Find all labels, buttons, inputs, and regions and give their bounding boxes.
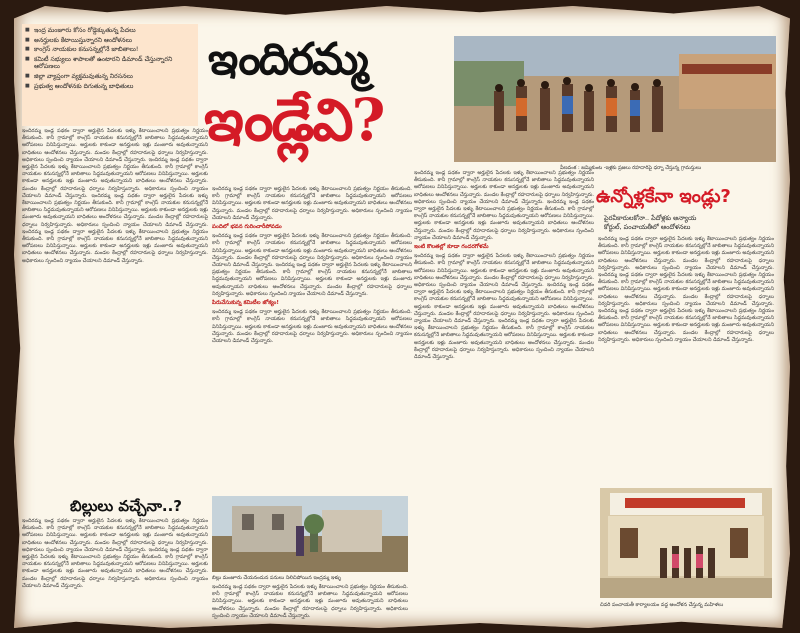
photo-caption: బిల్లు మంజూరు చేయనందున పనులు నిలిచిపోయిన ఇంద్రమ్మ ఇళ్ళు bbox=[212, 575, 342, 581]
photo-caption: చివరి పంచాయతీ కార్యాలయం వద్ద ఆందోళన చేస్తున్న మహిళలు bbox=[600, 602, 724, 608]
body-text: ఇందిరమ్మ ఇండ్ల పథకం ద్వారా అర్హులైన పేదలకు ఇళ్ళు కేటాయించాలని ప్రభుత్వం నిర్ణయం తీసుకుంది. కానీ గ్రామాల్లో కాంగ్రెస్ నాయకుల కనుసన్నల్లోనే జాబితాలు సిద్ధమవుతున్నాయని ఆరోపణలు వినిపిస్తున్నాయి. అర్హులకు కాకుండా అనర్హులకు ఇళ్లు మంజూరు అవుతున్నాయని బాధితులు ఆందోళనలు చేస్తున్నారు. మండల కేంద్రాల్లో రహదారులపై ధర్నాలు నిర్వహిస్తున్నారు. అధికారులు స్పందించి న్యాయం చేయాలని డిమాండ్ చేస్తున్నారు. bbox=[414, 198, 594, 241]
right-heading: ఉన్నోళ్లకేనా ఇండ్లు? bbox=[596, 186, 731, 207]
body-text: ఇందిరమ్మ ఇండ్ల పథకం ద్వారా అర్హులైన పేదలకు ఇళ్ళు కేటాయించాలని ప్రభుత్వం నిర్ణయం తీసుకుంది. కానీ గ్రామాల్లో కాంగ్రెస్ నాయకుల కనుసన్నల్లోనే జాబితాలు సిద్ధమవుతున్నాయని ఆరోపణలు వినిపిస్తున్నాయి. అర్హులకు కాకుండా అనర్హులకు ఇళ్లు మంజూరు అవుతున్నాయని బాధితులు ఆందోళనలు చేస్తున్నారు. మండల కేంద్రాల్లో రహదారులపై ధర్నాలు నిర్వహిస్తున్నారు. అధికారులు స్పందించి న్యాయం చేయాలని డిమాండ్ చేస్తున్నారు. bbox=[22, 192, 208, 228]
body-text: ఇందిరమ్మ ఇండ్ల పథకం ద్వారా అర్హులైన పేదలకు ఇళ్ళు కేటాయించాలని ప్రభుత్వం నిర్ణయం తీసుకుంది. కానీ గ్రామాల్లో కాంగ్రెస్ నాయకుల కనుసన్నల్లోనే జాబితాలు సిద్ధమవుతున్నాయని ఆరోపణలు వినిపిస్తున్నాయి. అర్హులకు కాకుండా అనర్హులకు ఇళ్లు మంజూరు అవుతున్నాయని బాధితులు ఆందోళనలు చేస్తున్నారు. మండల కేంద్రాల్లో రహదారులపై ధర్నాలు నిర్వహిస్తున్నారు. అధికారులు స్పందించి న్యాయం చేయాలని డిమాండ్ చేస్తున్నారు. bbox=[22, 546, 208, 589]
body-text: ఇందిరమ్మ ఇండ్ల పథకం ద్వారా అర్హులైన పేదలకు ఇళ్ళు కేటాయించాలని ప్రభుత్వం నిర్ణయం తీసుకుంది. కానీ గ్రామాల్లో కాంగ్రెస్ నాయకుల కనుసన్నల్లోనే జాబితాలు సిద్ధమవుతున్నాయని ఆరోపణలు వినిపిస్తున్నాయి. అర్హులకు కాకుండా అనర్హులకు ఇళ్లు మంజూరు అవుతున్నాయని బాధితులు ఆందోళనలు చేస్తున్నారు. మండల కేంద్రాల్లో రహదారులపై ధర్నాలు నిర్వహిస్తున్నారు. అధికారులు స్పందించి న్యాయం చేయాలని డిమాండ్ చేస్తున్నారు. bbox=[414, 253, 594, 289]
highlights-box bbox=[22, 24, 198, 126]
subheading: ఇంటి కొలతల్లో కూడా గందరగోళమే bbox=[414, 244, 489, 251]
body-text: ఇందిరమ్మ ఇండ్ల పథకం ద్వారా అర్హులైన పేదలకు ఇళ్ళు కేటాయించాలని ప్రభుత్వం నిర్ణయం తీసుకుంది. కానీ గ్రామాల్లో కాంగ్రెస్ నాయకుల కనుసన్నల్లోనే జాబితాలు సిద్ధమవుతున్నాయని ఆరోపణలు వినిపిస్తున్నాయి. అర్హులకు కాకుండా అనర్హులకు ఇళ్లు మంజూరు అవుతున్నాయని బాధితులు ఆందోళనలు చేస్తున్నారు. మండల కేంద్రాల్లో రహదారులపై ధర్నాలు నిర్వహిస్తున్నారు. అధికారులు స్పందించి న్యాయం చేయాలని డిమాండ్ చేస్తున్నారు. bbox=[22, 156, 208, 199]
highlight-item: ■ జిల్లా వ్యాప్తంగా వ్యక్తమవుతున్న నిరసనలు bbox=[34, 73, 194, 81]
headline-line2: ఇండ్లేవి? bbox=[204, 86, 384, 154]
right-bullet-item: పైరవీకారులకోనా.. పేదోళ్లకు అన్యాయ bbox=[604, 214, 697, 222]
highlight-item: ■ ఇంద్ర మంజూరు కోసం రోడ్డెక్కుతున్న పేదలు bbox=[34, 27, 194, 35]
subheading: పిరువేసుకున్న కమిటీల జోక్యం! bbox=[212, 300, 279, 307]
body-text: ఇందిరమ్మ ఇండ్ల పథకం ద్వారా అర్హులైన పేదలకు ఇళ్ళు కేటాయించాలని ప్రభుత్వం నిర్ణయం తీసుకుంది. కానీ గ్రామాల్లో కాంగ్రెస్ నాయకుల కనుసన్నల్లోనే జాబితాలు సిద్ధమవుతున్నాయని ఆరోపణలు వినిపిస్తున్నాయి. అర్హులకు కాకుండా అనర్హులకు ఇళ్లు మంజూరు అవుతున్నాయని బాధితులు ఆందోళనలు చేస్తున్నారు. మండల కేంద్రాల్లో రహదారులపై ధర్నాలు నిర్వహిస్తున్నారు. అధికారులు స్పందించి న్యాయం చేయాలని డిమాండ్ చేస్తున్నారు. bbox=[414, 170, 594, 205]
body-text: ఇందిరమ్మ ఇండ్ల పథకం ద్వారా అర్హులైన పేదలకు ఇళ్ళు కేటాయించాలని ప్రభుత్వం నిర్ణయం తీసుకుంది. కానీ గ్రామాల్లో కాంగ్రెస్ నాయకుల కనుసన్నల్లోనే జాబితాలు సిద్ధమవుతున్నాయని ఆరోపణలు వినిపిస్తున్నాయి. అర్హులకు కాకుండా అనర్హులకు ఇళ్లు మంజూరు అవుతున్నాయని బాధితులు ఆందోళనలు చేస్తున్నారు. మండల కేంద్రాల్లో రహదారులపై ధర్నాలు నిర్వహిస్తున్నారు. అధికారులు స్పందించి న్యాయం చేయాలని డిమాండ్ చేస్తున్నారు. bbox=[414, 282, 594, 325]
highlight-item: ■ కాంగ్రెస్ నాయకుల కనుసన్నల్లోనే జాబితాలు! bbox=[34, 46, 194, 54]
body-column-bottom-middle bbox=[212, 584, 408, 620]
body-text: ఇందిరమ్మ ఇండ్ల పథకం ద్వారా అర్హులైన పేదలకు ఇళ్ళు కేటాయించాలని ప్రభుత్వం నిర్ణయం తీసుకుంది. కానీ గ్రామాల్లో కాంగ్రెస్ నాయకుల కనుసన్నల్లోనే జాబితాలు సిద్ధమవుతున్నాయని ఆరోపణలు వినిపిస్తున్నాయి. అర్హులకు కాకుండా అనర్హులకు ఇళ్లు మంజూరు అవుతున్నాయని బాధితులు ఆందోళనలు చేస్తున్నారు. మండల కేంద్రాల్లో రహదారులపై ధర్నాలు నిర్వహిస్తున్నారు. అధికారులు స్పందించి న్యాయం చేయాలని డిమాండ్ చేస్తున్నారు. bbox=[22, 228, 208, 264]
body-text: ఇందిరమ్మ ఇండ్ల పథకం ద్వారా అర్హులైన పేదలకు ఇళ్ళు కేటాయించాలని ప్రభుత్వం నిర్ణయం తీసుకుంది. కానీ గ్రామాల్లో కాంగ్రెస్ నాయకుల కనుసన్నల్లోనే జాబితాలు సిద్ధమవుతున్నాయని ఆరోపణలు వినిపిస్తున్నాయి. అర్హులకు కాకుండా అనర్హులకు ఇళ్లు మంజూరు అవుతున్నాయని బాధితులు ఆందోళనలు చేస్తున్నారు. మండల కేంద్రాల్లో రహదారులపై ధర్నాలు నిర్వహిస్తున్నారు. అధికారులు స్పందించి న్యాయం చేయాలని డిమాండ్ చేస్తున్నారు. bbox=[22, 518, 208, 553]
body-text: ఇందిరమ్మ ఇండ్ల పథకం ద్వారా అర్హులైన పేదలకు ఇళ్ళు కేటాయించాలని ప్రభుత్వం నిర్ణయం తీసుకుంది. కానీ గ్రామాల్లో కాంగ్రెస్ నాయకుల కనుసన్నల్లోనే జాబితాలు సిద్ధమవుతున్నాయని ఆరోపణలు వినిపిస్తున్నాయి. అర్హులకు కాకుండా అనర్హులకు ఇళ్లు మంజూరు అవుతున్నాయని బాధితులు ఆందోళనలు చేస్తున్నారు. మండల కేంద్రాల్లో రహదారులపై ధర్నాలు నిర్వహిస్తున్నారు. అధికారులు స్పందించి న్యాయం చేయాలని డిమాండ్ చేస్తున్నారు. bbox=[212, 584, 408, 619]
panchayat-office-photo bbox=[600, 488, 772, 598]
body-text: ఇందిరమ్మ ఇండ్ల పథకం ద్వారా అర్హులైన పేదలకు ఇళ్ళు కేటాయించాలని ప్రభుత్వం నిర్ణయం తీసుకుంది. కానీ గ్రామాల్లో కాంగ్రెస్ నాయకుల కనుసన్నల్లోనే జాబితాలు సిద్ధమవుతున్నాయని ఆరోపణలు వినిపిస్తున్నాయి. అర్హులకు కాకుండా అనర్హులకు ఇళ్లు మంజూరు అవుతున్నాయని బాధితులు ఆందోళనలు చేస్తున్నారు. మండల కేంద్రాల్లో రహదారులపై ధర్నాలు నిర్వహిస్తున్నారు. అధికారులు స్పందించి న్యాయం చేయాలని డిమాండ్ చేస్తున్నారు. bbox=[212, 262, 412, 297]
body-column-middle bbox=[212, 186, 412, 486]
highlight-item: ■ ప్రభుత్వ ఆందోళనకు దిగుతున్న బాధితులు bbox=[34, 83, 194, 91]
highlight-item: ■ అనర్హులకు కేటాయిస్తున్నారని ఆందోళనలు bbox=[34, 37, 194, 45]
headline-line1: ఇందిరమ్మ bbox=[208, 34, 367, 85]
protest-photo bbox=[454, 36, 776, 162]
body-column-left bbox=[22, 128, 208, 492]
highlight-item: ■ కమిటీ సభ్యులు శాపాలతో ఉంటారని డిమాండ్ చేస్తున్నారని ఆరోపణలు bbox=[34, 56, 194, 71]
highlights-list bbox=[22, 27, 198, 90]
right-bullets bbox=[604, 214, 774, 232]
right-bullet-item: కోర్టుల్, పంచాయతీలో ఆందోళనలు bbox=[604, 223, 691, 231]
body-text: ఇందిరమ్మ ఇండ్ల పథకం ద్వారా అర్హులైన పేదలకు ఇళ్ళు కేటాయించాలని ప్రభుత్వం నిర్ణయం తీసుకుంది. కానీ గ్రామాల్లో కాంగ్రెస్ నాయకుల కనుసన్నల్లోనే జాబితాలు సిద్ధమవుతున్నాయని ఆరోపణలు వినిపిస్తున్నాయి. అర్హులకు కాకుండా అనర్హులకు ఇళ్లు మంజూరు అవుతున్నాయని బాధితులు ఆందోళనలు చేస్తున్నారు. మండల కేంద్రాల్లో రహదారులపై ధర్నాలు నిర్వహిస్తున్నారు. అధికారులు స్పందించి న్యాయం చేయాలని డిమాండ్ చేస్తున్నారు. bbox=[212, 233, 412, 269]
body-text: ఇందిరమ్మ ఇండ్ల పథకం ద్వారా అర్హులైన పేదలకు ఇళ్ళు కేటాయించాలని ప్రభుత్వం నిర్ణయం తీసుకుంది. కానీ గ్రామాల్లో కాంగ్రెస్ నాయకుల కనుసన్నల్లోనే జాబితాలు సిద్ధమవుతున్నాయని ఆరోపణలు వినిపిస్తున్నాయి. అర్హులకు కాకుండా అనర్హులకు ఇళ్లు మంజూరు అవుతున్నాయని బాధితులు ఆందోళనలు చేస్తున్నారు. మండల కేంద్రాల్లో రహదారులపై ధర్నాలు నిర్వహిస్తున్నారు. అధికారులు స్పందించి న్యాయం చేయాలని డిమాండ్ చేస్తున్నారు. bbox=[212, 309, 412, 345]
subheading: పందిలో భవన గురించారీపోవడం bbox=[212, 224, 282, 231]
body-text: ఇందిరమ్మ ఇండ్ల పథకం ద్వారా అర్హులైన పేదలకు ఇళ్ళు కేటాయించాలని ప్రభుత్వం నిర్ణయం తీసుకుంది. కానీ గ్రామాల్లో కాంగ్రెస్ నాయకుల కనుసన్నల్లోనే జాబితాలు సిద్ధమవుతున్నాయని ఆరోపణలు వినిపిస్తున్నాయి. అర్హులకు కాకుండా అనర్హులకు ఇళ్లు మంజూరు అవుతున్నాయని బాధితులు ఆందోళనలు చేస్తున్నారు. మండల కేంద్రాల్లో రహదారులపై ధర్నాలు నిర్వహిస్తున్నారు. అధికారులు స్పందించి న్యాయం చేయాలని డిమాండ్ చేస్తున్నారు. bbox=[598, 236, 774, 271]
photo-caption: వీణవంక : జమ్మికుంట -ఇళ్లకు ప్రజలు రహదారిపై ధర్నా చేస్తున్న గ్రామస్తులు bbox=[560, 165, 702, 171]
incomplete-house-photo bbox=[212, 496, 408, 572]
body-text: ఇందిరమ్మ ఇండ్ల పథకం ద్వారా అర్హులైన పేదలకు ఇళ్ళు కేటాయించాలని ప్రభుత్వం నిర్ణయం తీసుకుంది. కానీ గ్రామాల్లో కాంగ్రెస్ నాయకుల కనుసన్నల్లోనే జాబితాలు సిద్ధమవుతున్నాయని ఆరోపణలు వినిపిస్తున్నాయి. అర్హులకు కాకుండా అనర్హులకు ఇళ్లు మంజూరు అవుతున్నాయని బాధితులు ఆందోళనలు చేస్తున్నారు. మండల కేంద్రాల్లో రహదారులపై ధర్నాలు నిర్వహిస్తున్నారు. అధికారులు స్పందించి న్యాయం చేయాలని డిమాండ్ చేస్తున్నారు. bbox=[22, 128, 208, 163]
body-text: ఇందిరమ్మ ఇండ్ల పథకం ద్వారా అర్హులైన పేదలకు ఇళ్ళు కేటాయించాలని ప్రభుత్వం నిర్ణయం తీసుకుంది. కానీ గ్రామాల్లో కాంగ్రెస్ నాయకుల కనుసన్నల్లోనే జాబితాలు సిద్ధమవుతున్నాయని ఆరోపణలు వినిపిస్తున్నాయి. అర్హులకు కాకుండా అనర్హులకు ఇళ్లు మంజూరు అవుతున్నాయని బాధితులు ఆందోళనలు చేస్తున్నారు. మండల కేంద్రాల్లో రహదారులపై ధర్నాలు నిర్వహిస్తున్నారు. అధికారులు స్పందించి న్యాయం చేయాలని డిమాండ్ చేస్తున్నారు. bbox=[414, 318, 594, 361]
body-text: ఇందిరమ్మ ఇండ్ల పథకం ద్వారా అర్హులైన పేదలకు ఇళ్ళు కేటాయించాలని ప్రభుత్వం నిర్ణయం తీసుకుంది. కానీ గ్రామాల్లో కాంగ్రెస్ నాయకుల కనుసన్నల్లోనే జాబితాలు సిద్ధమవుతున్నాయని ఆరోపణలు వినిపిస్తున్నాయి. అర్హులకు కాకుండా అనర్హులకు ఇళ్లు మంజూరు అవుతున్నాయని బాధితులు ఆందోళనలు చేస్తున్నారు. మండల కేంద్రాల్లో రహదారులపై ధర్నాలు నిర్వహిస్తున్నారు. అధికారులు స్పందించి న్యాయం చేయాలని డిమాండ్ చేస్తున్నారు. bbox=[212, 186, 412, 221]
body-text: ఇందిరమ్మ ఇండ్ల పథకం ద్వారా అర్హులైన పేదలకు ఇళ్ళు కేటాయించాలని ప్రభుత్వం నిర్ణయం తీసుకుంది. కానీ గ్రామాల్లో కాంగ్రెస్ నాయకుల కనుసన్నల్లోనే జాబితాలు సిద్ధమవుతున్నాయని ఆరోపణలు వినిపిస్తున్నాయి. అర్హులకు కాకుండా అనర్హులకు ఇళ్లు మంజూరు అవుతున్నాయని బాధితులు ఆందోళనలు చేస్తున్నారు. మండల కేంద్రాల్లో రహదారులపై ధర్నాలు నిర్వహిస్తున్నారు. అధికారులు స్పందించి న్యాయం చేయాలని డిమాండ్ చేస్తున్నారు. bbox=[598, 308, 774, 343]
body-column-center-right bbox=[414, 170, 594, 590]
bottom-subheading: బిల్లులు వచ్చేనా..? bbox=[70, 497, 183, 515]
body-text: ఇందిరమ్మ ఇండ్ల పథకం ద్వారా అర్హులైన పేదలకు ఇళ్ళు కేటాయించాలని ప్రభుత్వం నిర్ణయం తీసుకుంది. కానీ గ్రామాల్లో కాంగ్రెస్ నాయకుల కనుసన్నల్లోనే జాబితాలు సిద్ధమవుతున్నాయని ఆరోపణలు వినిపిస్తున్నాయి. అర్హులకు కాకుండా అనర్హులకు ఇళ్లు మంజూరు అవుతున్నాయని బాధితులు ఆందోళనలు చేస్తున్నారు. మండల కేంద్రాల్లో రహదారులపై ధర్నాలు నిర్వహిస్తున్నారు. అధికారులు స్పందించి న్యాయం చేయాలని డిమాండ్ చేస్తున్నారు. bbox=[598, 272, 774, 307]
body-column-right bbox=[598, 236, 774, 486]
body-column-bottom-left bbox=[22, 518, 208, 618]
